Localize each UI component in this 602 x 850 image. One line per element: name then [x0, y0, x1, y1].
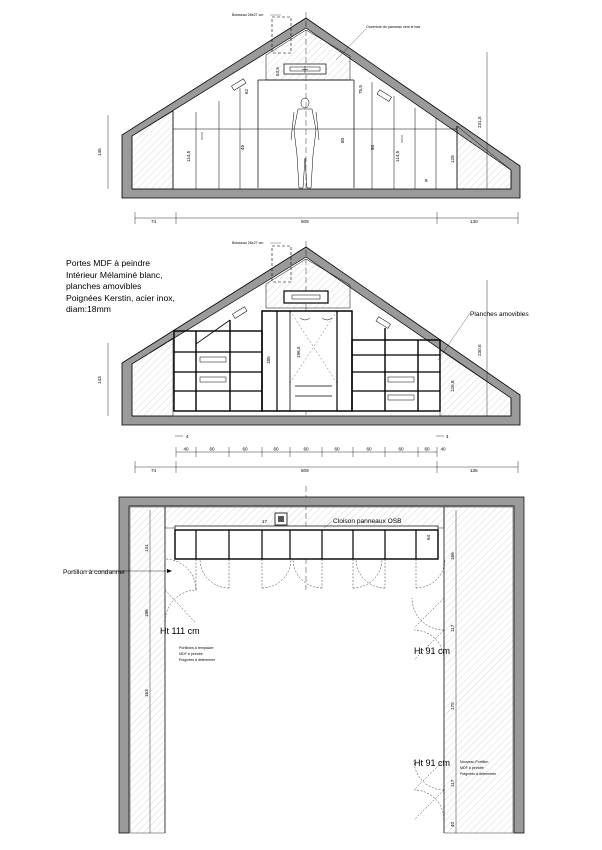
svg-text:MDF à peindre: MDF à peindre [179, 652, 203, 656]
label-cloison: Cloison panneaux OSB [333, 518, 402, 525]
svg-text:Portillons à remplacer: Portillons à remplacer [179, 646, 214, 650]
label-boisseau-2: Boisseau 26x27 cm [232, 241, 264, 245]
dim-plan-right1: 166 [450, 552, 455, 560]
dim-small: 8 [425, 178, 428, 183]
plan-door-swings [165, 559, 445, 820]
dim-h-right-b: 230,5 [477, 344, 482, 356]
svg-text:MDF à peindre: MDF à peindre [460, 766, 484, 770]
dim-bottom-right-2: 135 [470, 468, 478, 473]
dim-d5: 80 [370, 144, 375, 150]
column-width-chain [176, 447, 446, 458]
dim-bottom-left-2: 74 [151, 468, 157, 473]
spec-note-line: Intérieur Mélaminé blanc, [66, 269, 163, 280]
dim-plan-box: 17 [262, 519, 268, 524]
svg-text:Poignées à déterminer: Poignées à déterminer [179, 658, 216, 662]
dim-d2: 45 [240, 144, 245, 150]
dim-bottom-left: 74 [151, 219, 157, 224]
dim-d7: 75,5 [358, 85, 363, 94]
dim-inner2: 196,5 [296, 346, 301, 358]
dim-col-width: 60 [303, 446, 309, 452]
svg-text:Portillon à condanner: Portillon à condanner [63, 569, 126, 576]
note-left [179, 646, 216, 662]
dim-h-left: 145 [97, 148, 102, 156]
dim-d1: 62 [244, 88, 249, 94]
dim-h-left-2: 143 [97, 376, 102, 384]
dim-col-width: 40 [440, 446, 446, 452]
dim-col-width: 60 [242, 446, 248, 452]
dim-bottom-right: 130 [470, 219, 478, 224]
label-ht-right-2: Ht 91 cm [414, 758, 451, 768]
dim-plan-depth: 64 [426, 534, 431, 540]
plan-storage-row [175, 530, 438, 559]
svg-text:Nouveau Portillon: Nouveau Portillon [460, 760, 489, 764]
dim-col-width: 60 [398, 446, 404, 452]
dim-plan-right4: 117 [450, 779, 455, 787]
plan-view [63, 486, 524, 833]
dim-plan-right5: 40 [450, 821, 455, 827]
dim-d3: 114,5 [186, 150, 191, 162]
dim-small-left: 4 [186, 434, 189, 439]
dim-d6: 114,5 [395, 150, 400, 162]
dim-col-width: 60 [424, 446, 430, 452]
spec-note-line: Portes MDF à peindre [66, 258, 151, 268]
dim-inner1: 185 [266, 356, 271, 364]
dim-h-right2-b: 126,8 [450, 380, 455, 392]
spec-note-line: diam:18mm [66, 304, 111, 314]
spec-note-line: planches amovibles [66, 281, 142, 291]
label-planches: Planches amovibles [470, 311, 529, 318]
dim-d4: 80 [340, 137, 345, 143]
dim-small-right: 4 [446, 434, 449, 439]
spec-notes [66, 258, 216, 316]
spec-note-line: Poignées Kerstin, acier inox, [66, 292, 175, 303]
plan-hatch-top [165, 507, 444, 528]
dim-d8: 53,5 [275, 67, 280, 76]
dim-h-right2: 128 [450, 155, 455, 163]
label-opening: Ouverture du panneau vers le bas [366, 25, 421, 29]
dim-col-width: 60 [273, 446, 279, 452]
dim-plan-left3: 163 [144, 689, 149, 697]
svg-text:Poignées à déterminer: Poignées à déterminer [460, 772, 497, 776]
dim-plan-left1: 141 [144, 544, 149, 552]
dim-plan-right3: 175 [450, 702, 455, 710]
plan-hatch-left [130, 507, 165, 833]
label-ht-left: Ht 111 cm [160, 626, 200, 636]
dim-bottom-mid: 509 [301, 219, 309, 224]
label-boisseau: Boisseau 26x27 cm [232, 13, 264, 17]
dim-col-width: 60 [366, 446, 372, 452]
dim-col-width: 60 [209, 446, 215, 452]
dim-bottom-mid-2: 509 [301, 468, 309, 473]
dim-plan-right2: 117 [450, 624, 455, 632]
dim-col-width: 60 [334, 446, 340, 452]
dim-plan-left2: 186 [144, 609, 149, 617]
dim-h-right: 231,5 [477, 116, 482, 128]
elevation-closed-doors [97, 12, 520, 224]
label-ht-right-1: Ht 91 cm [414, 646, 451, 656]
dim-col-width: 40 [183, 446, 189, 452]
